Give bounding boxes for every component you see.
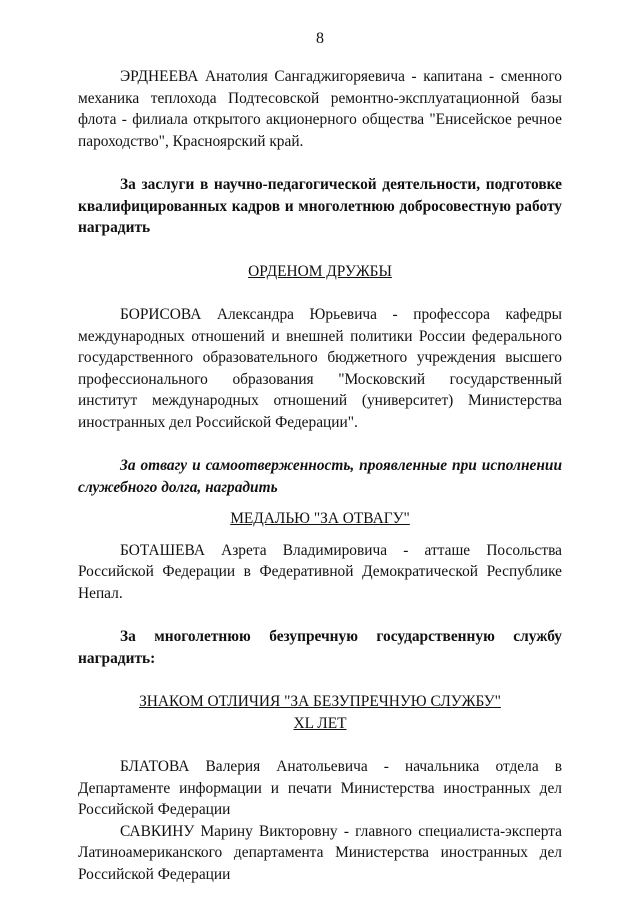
award-order-of-friendship: ОРДЕНОМ ДРУЖБЫ xyxy=(248,262,392,280)
award-badge-line-2: XL ЛЕТ xyxy=(293,714,347,732)
paragraph-erdneev: ЭРДНЕЕВА Анатолия Сангаджигоряевича - капитана - сменного механика теплохода Подтесовской ремонтно-эксплуатационной базы флота - филиала открытого акционерного общества "Енисейское речное пароходство", Красноярский край. xyxy=(78,68,562,150)
award-badge-line-1: ЗНАКОМ ОТЛИЧИЯ "ЗА БЕЗУПРЕЧНУЮ СЛУЖБУ" xyxy=(139,693,501,710)
heading-scientific-merit: За заслуги в научно-педагогической деятельности, подготовке квалифицированных кадров и многолетнюю добросовестную работу наградить xyxy=(78,176,562,236)
heading-bravery: За отвагу и самоотверженность, проявленные при исполнении служебного долга, наградить xyxy=(78,457,562,496)
heading-state-service: За многолетнюю безупречную государственную службу наградить: xyxy=(78,628,562,667)
paragraph-botashev: БОТАШЕВА Азрета Владимировича - атташе Посольства Российской Федерации в Федеративной Демократической Республике Непал. xyxy=(78,541,562,602)
paragraph-borisov: БОРИСОВА Александра Юрьевича - профессора кафедры международных отношений и внешней политики России федерального государственного образовательного бюджетного учреждения высшего профессионального образования "Московский государственный институт международных отношений (университет) Министерства иностранных дел Российской Федерации". xyxy=(78,306,562,431)
page-number: 8 xyxy=(316,30,324,47)
award-medal-for-bravery: МЕДАЛЬЮ "ЗА ОТВАГУ" xyxy=(230,510,410,527)
paragraph-blatov: БЛАТОВА Валерия Анатольевича - начальника отдела в Департаменте информации и печати Министерства иностранных дел Российской Федерации xyxy=(78,758,562,818)
paragraph-savkina: САВКИНУ Марину Викторовну - главного специалиста-эксперта Латиноамериканского департамента Министерства иностранных дел Российской Федерации xyxy=(78,822,562,883)
document-body xyxy=(78,66,562,885)
